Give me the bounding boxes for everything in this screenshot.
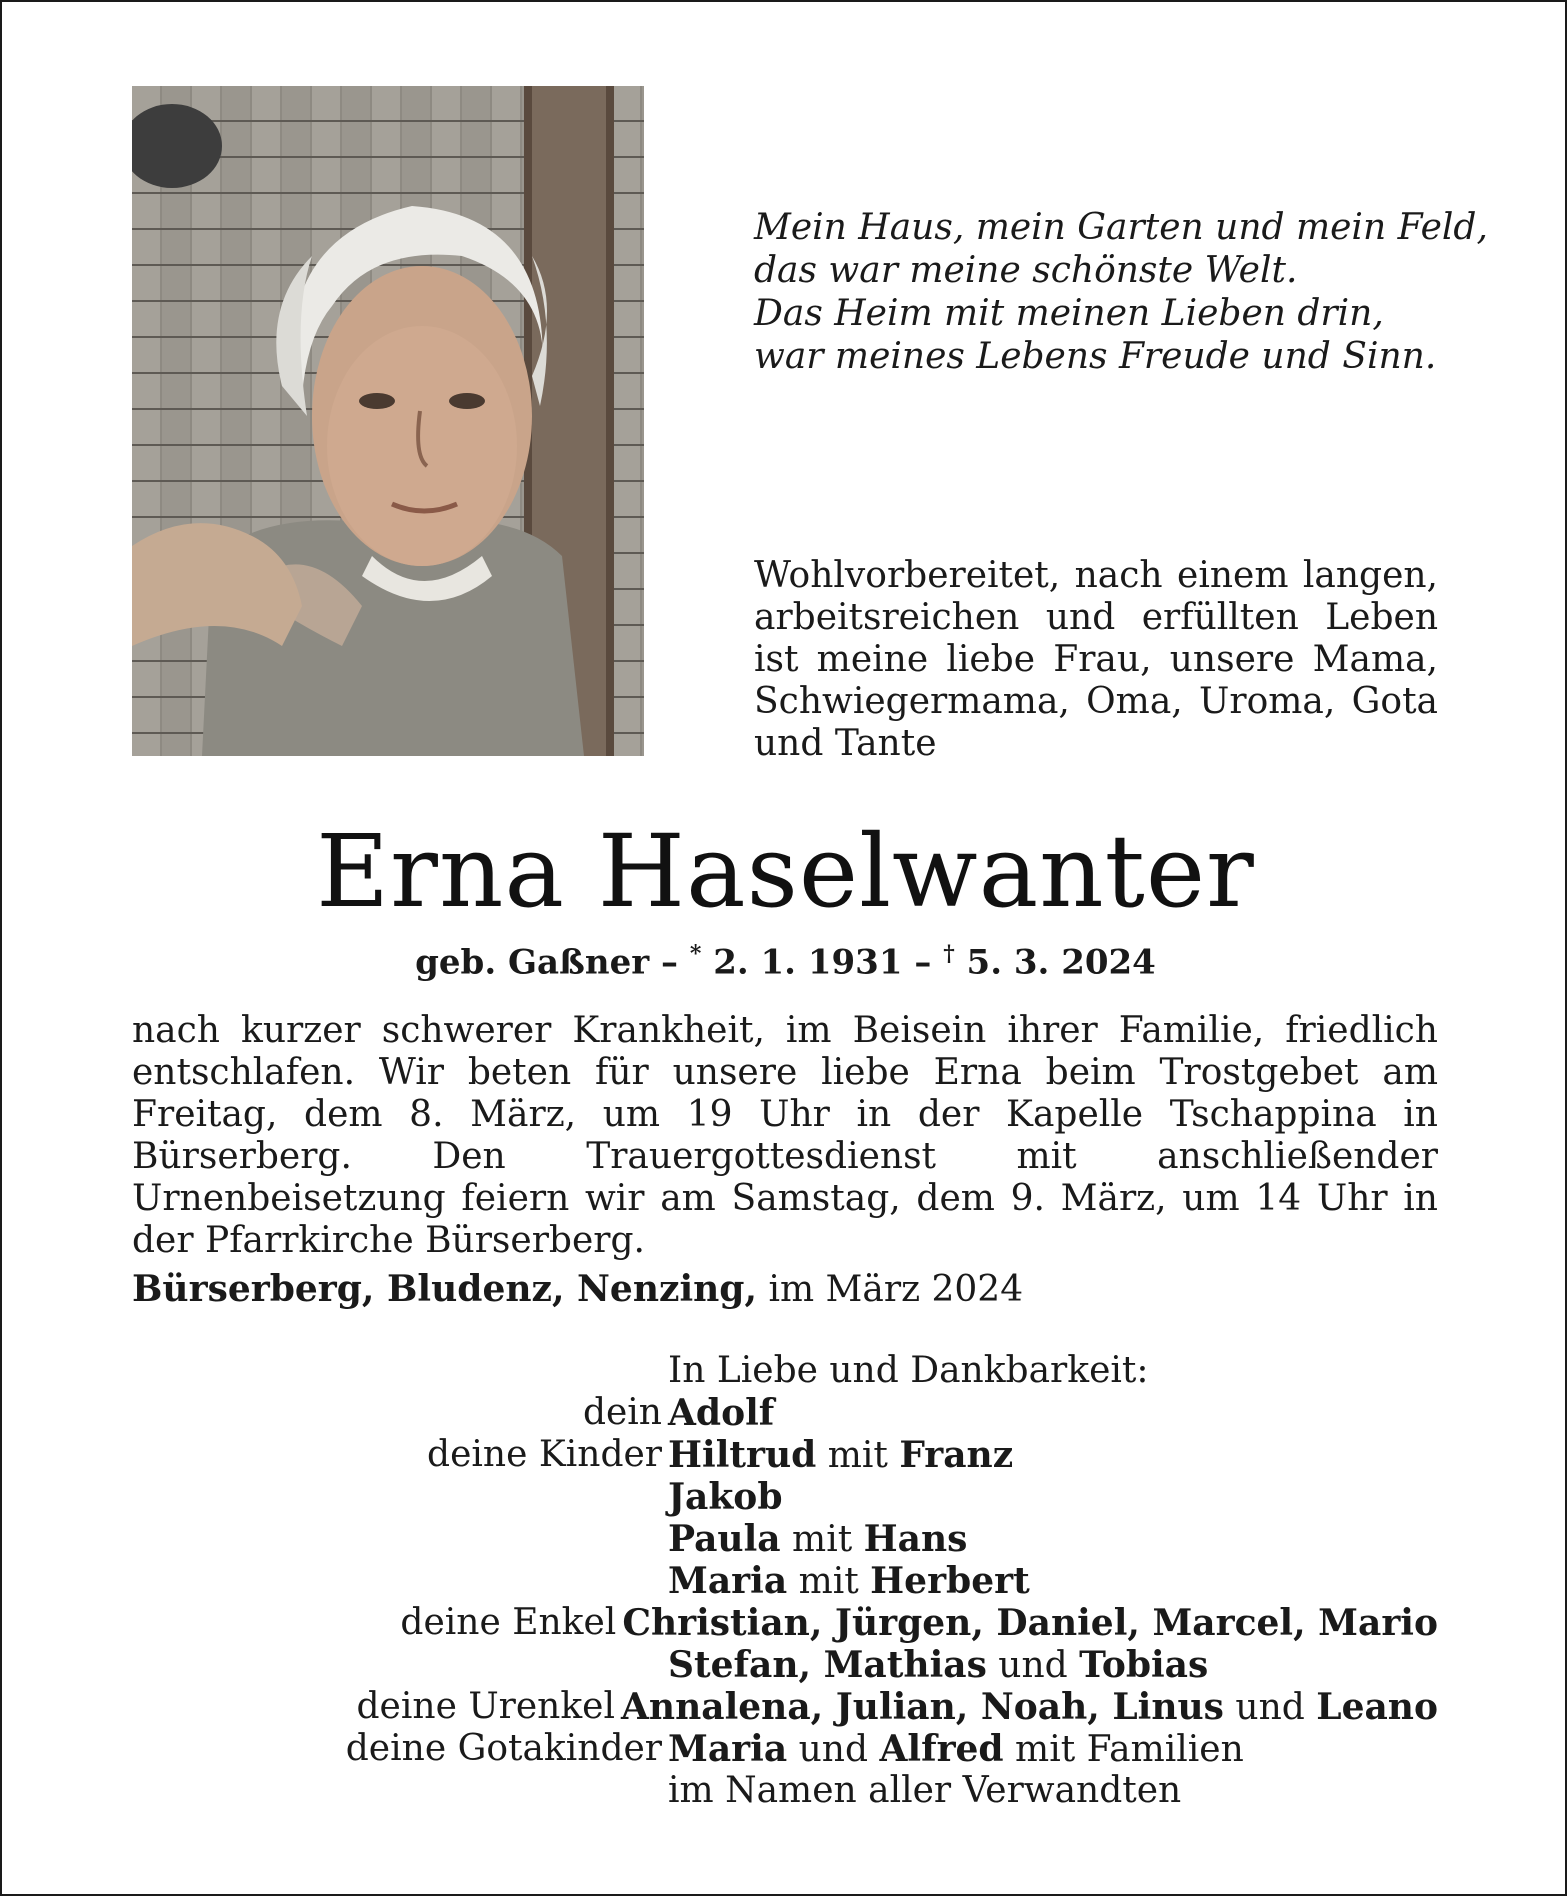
family-connector: mit — [816, 1435, 900, 1476]
family-member-name: Tobias — [1079, 1644, 1209, 1686]
poem-line: Das Heim mit meinen Lieben drin, — [754, 293, 1384, 334]
family-member-name: Leano — [1316, 1686, 1438, 1728]
family-relation: deine Kinder — [427, 1434, 662, 1475]
family-row — [132, 1602, 1438, 1644]
family-member-name: Maria — [668, 1728, 788, 1770]
separator: – — [649, 942, 690, 983]
family-member-name: Hiltrud — [668, 1434, 817, 1476]
family-connector: im Namen aller Verwandten — [668, 1770, 1182, 1811]
poem-line: das war meine schönste Welt. — [754, 250, 1298, 291]
deceased-name: Erna Haselwanter — [316, 813, 1255, 930]
death-symbol: † — [943, 941, 955, 967]
birth-death-line — [2, 933, 1567, 983]
family-relation — [132, 1518, 662, 1560]
separator: – — [902, 942, 944, 983]
family-names — [662, 1770, 1438, 1812]
family-row — [132, 1476, 1438, 1518]
family-names — [615, 1686, 1438, 1728]
family-row — [132, 1434, 1438, 1476]
family-names — [616, 1602, 1438, 1644]
family-member-name: Paula — [668, 1518, 781, 1560]
family-relation — [132, 1560, 662, 1602]
family-relation: deine Urenkel — [356, 1686, 615, 1727]
place-date: im März 2024 — [757, 1269, 1024, 1310]
family-heading: In Liebe und Dankbarkeit: — [668, 1350, 1149, 1391]
family-row — [132, 1560, 1438, 1602]
family-connector: und — [1223, 1687, 1317, 1728]
family-member-name: Adolf — [668, 1392, 775, 1434]
family-member-name: Hans — [863, 1518, 968, 1560]
family-relation — [132, 1770, 662, 1812]
family-connector: mit — [780, 1519, 864, 1560]
family-connector: und — [986, 1645, 1080, 1686]
announcement-text: nach kurzer schwerer Krankheit, im Beisein ihrer Familie, friedlich entschlafen. Wir beten für unsere liebe Erna beim Trostgebet am Freitag, dem 8. März, um 19 Uhr in der Kapelle Tschappina in Bürserberg. Den Trauergottesdienst mit anschließender Urnenbeisetzung feiern wir am Samstag, dem 9. März, um 14 Uhr in der Pfarrkirche Bürserberg. — [132, 1010, 1438, 1261]
family-relation: deine Gotakinder — [345, 1728, 662, 1769]
family-row — [132, 1644, 1438, 1686]
family-relation — [132, 1644, 662, 1686]
intro-text: Wohlvorbereitet, nach einem langen, arbeitsreichen und erfüllten Leben ist meine liebe Frau, unsere Mama, Schwiegermama, Oma, Uroma, Gota und Tante — [754, 555, 1438, 764]
family-member-name: Stefan, Mathias — [668, 1644, 987, 1686]
family-member-name: Maria — [668, 1560, 788, 1602]
family-names — [662, 1644, 1438, 1686]
family-names — [662, 1518, 1438, 1560]
family-member-name: Christian, Jürgen, Daniel, Marcel, Mario — [622, 1602, 1438, 1644]
family-list — [132, 1350, 1438, 1812]
poem-line: war meines Lebens Freude und Sinn. — [754, 336, 1437, 377]
family-row — [132, 1770, 1438, 1812]
family-names — [662, 1392, 1438, 1434]
portrait-photo — [132, 86, 644, 756]
family-row — [132, 1728, 1438, 1770]
family-member-name: Alfred — [879, 1728, 1004, 1770]
family-member-name: Franz — [899, 1434, 1014, 1476]
family-member-name: Annalena, Julian, Noah, Linus — [620, 1686, 1224, 1728]
family-connector: und — [787, 1729, 880, 1770]
family-relation: dein — [582, 1392, 662, 1433]
family-relation: deine Enkel — [400, 1602, 617, 1643]
maiden-name: geb. Gaßner — [415, 942, 650, 983]
portrait-image — [132, 86, 644, 756]
family-names — [662, 1434, 1438, 1476]
family-names — [662, 1560, 1438, 1602]
family-heading-row — [132, 1350, 1438, 1392]
family-names — [662, 1728, 1438, 1770]
family-relation — [132, 1476, 662, 1518]
family-row — [132, 1518, 1438, 1560]
family-names — [662, 1476, 1438, 1518]
family-connector: mit Familien — [1003, 1729, 1244, 1770]
family-connector: mit — [787, 1561, 871, 1602]
poem-line: Mein Haus, mein Garten und mein Feld, — [754, 207, 1488, 248]
place-date-line — [132, 1268, 1438, 1311]
family-row — [132, 1686, 1438, 1728]
places: Bürserberg, Bludenz, Nenzing, — [132, 1268, 758, 1310]
birth-symbol: * — [689, 941, 702, 967]
birth-date: 2. 1. 1931 — [701, 942, 903, 983]
family-member-name: Herbert — [870, 1560, 1030, 1602]
family-row — [132, 1392, 1438, 1434]
death-date: 5. 3. 2024 — [954, 942, 1156, 983]
family-member-name: Jakob — [668, 1476, 783, 1518]
poem — [754, 206, 1488, 378]
